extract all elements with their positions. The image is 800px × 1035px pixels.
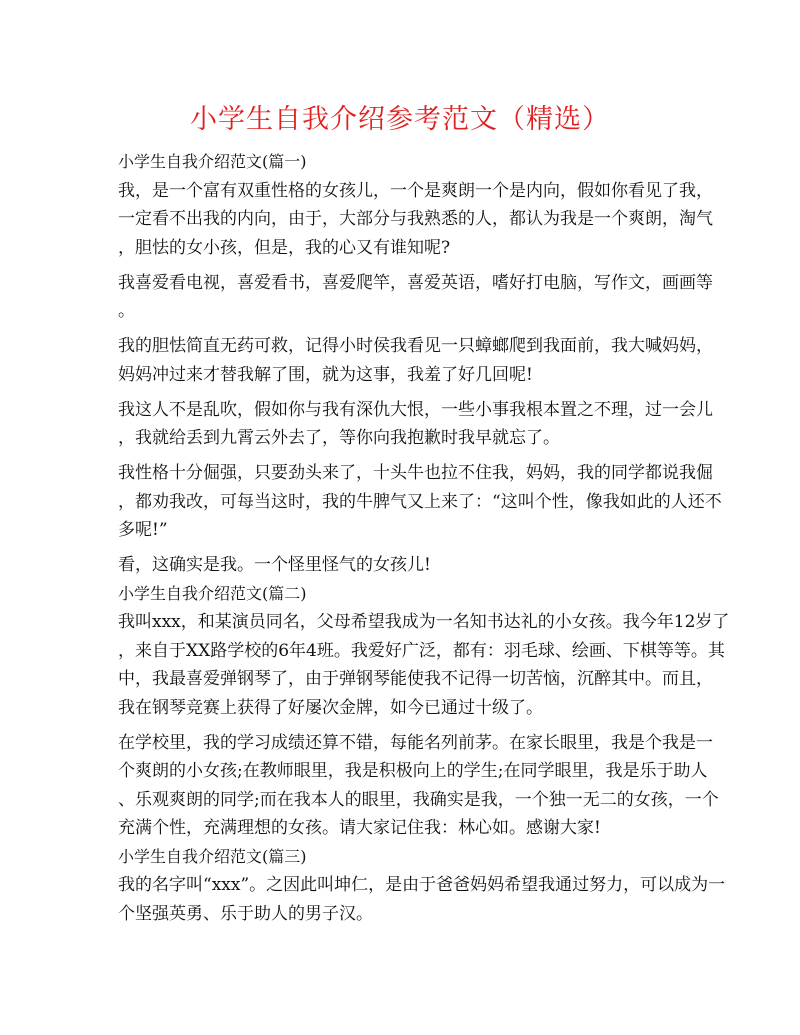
paragraph-line: ，来自于XX路学校的6年4班。我爱好广泛，都有：羽毛球、绘画、下棋等等。其 [118, 640, 725, 661]
paragraph-line: ，我就给丢到九霄云外去了，等你向我抱歉时我早就忘了。 [118, 428, 560, 448]
section-heading: 小学生自我介绍范文(篇一) [118, 152, 307, 171]
paragraph-line: 我喜爱看电视，喜爱看书，喜爱爬竿，喜爱英语，嗜好打电脑，写作文，画画等 [118, 272, 713, 293]
paragraph-line: ，都劝我改，可每当这时，我的牛脾气又上来了：“这叫个性，像我如此的人还不 [118, 491, 722, 512]
paragraph-line: 我的胆怯简直无药可救，记得小时侯我看见一只蟑螂爬到我面前，我大喊妈妈， [118, 336, 713, 356]
section-heading: 小学生自我介绍范文(篇三) [118, 846, 307, 866]
section-heading: 小学生自我介绍范文(篇二) [118, 583, 307, 603]
paragraph-line: 充满个性，充满理想的女孩。请大家记住我：林心如。感谢大家! [118, 818, 601, 838]
paragraph-line: 我叫xxx，和某演员同名，父母希望我成为一名知书达礼的小女孩。我今年12岁了 [118, 612, 730, 632]
document-body [118, 148, 730, 928]
paragraph-line: 我，是一个富有双重性格的女孩儿，一个是爽朗一个是内向，假如你看见了我， [118, 180, 713, 201]
paragraph-line: 我在钢琴竞赛上获得了好屡次金牌，如今已通过十级了。 [118, 697, 543, 718]
paragraph-line: 个坚强英勇、乐于助人的男子汉。 [118, 903, 373, 924]
paragraph-line: 在学校里，我的学习成绩还算不错，每能名列前茅。在家长眼里，我是个我是一 [118, 732, 713, 753]
paragraph-line: ，胆怯的女小孩，但是，我的心又有谁知呢? [118, 237, 451, 258]
paragraph-line: 多呢!” [118, 520, 168, 540]
paragraph-line: 妈妈冲过来才替我解了围，就为这事，我羞了好几回呢! [118, 364, 533, 385]
paragraph-line: 我性格十分倔强，只要劲头来了，十头牛也拉不住我，妈妈，我的同学都说我倔 [118, 463, 713, 483]
paragraph-line: 、乐观爽朗的同学;而在我本人的眼里，我确实是我，一个独一无二的女孩，一个 [118, 789, 719, 810]
paragraph-line: 看，这确实是我。一个怪里怪气的女孩儿! [118, 555, 431, 575]
paragraph-line: 我的名字叫“xxx”。之因此叫坤仁，是由于爸爸妈妈希望我通过努力，可以成为一 [118, 875, 726, 895]
paragraph-line: 我这人不是乱吹，假如你与我有深仇大恨，一些小事我根本置之不理，过一会儿 [118, 399, 713, 420]
paragraph-line: 一定看不出我的内向，由于，大部分与我熟悉的人，都认为我是一个爽朗，淘气 [118, 209, 713, 229]
paragraph-line: 中，我最喜爱弹钢琴了，由于弹钢琴能使我不记得一切苦恼，沉醉其中。而且， [118, 669, 713, 689]
document-title: 小学生自我介绍参考范文（精选） [190, 104, 610, 135]
paragraph-line: 个爽朗的小女孩;在教师眼里，我是积极向上的学生;在同学眼里，我是乐于助人 [118, 761, 708, 781]
paragraph-line: 。 [118, 301, 135, 321]
